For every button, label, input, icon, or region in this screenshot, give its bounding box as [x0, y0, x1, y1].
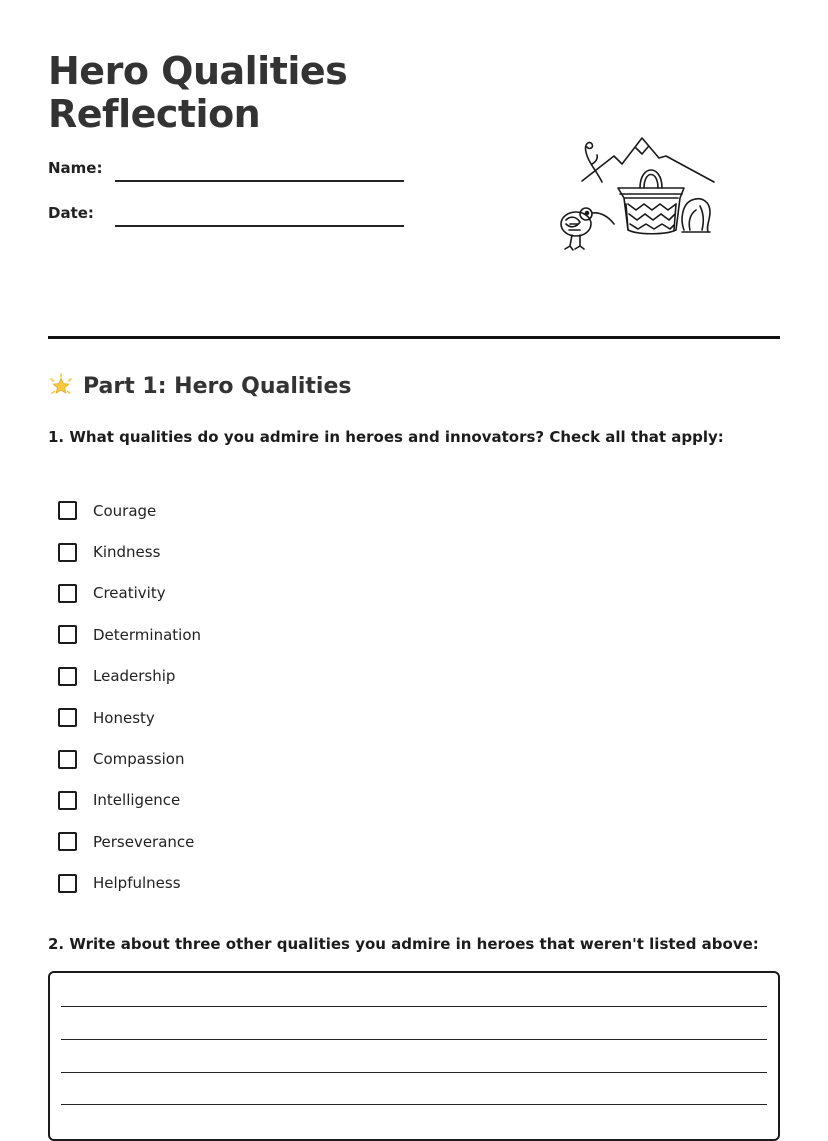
part1-heading-text: Part 1: Hero Qualities [83, 373, 352, 399]
answer-line [61, 1072, 767, 1073]
glowing-star-icon [48, 373, 74, 399]
quality-label: Helpfulness [93, 874, 181, 893]
quality-kindness[interactable] [58, 531, 201, 572]
checkbox[interactable] [58, 667, 77, 686]
quality-label: Creativity [93, 584, 166, 603]
quality-label: Kindness [93, 543, 161, 562]
answer-line [61, 1039, 767, 1040]
section-divider [48, 336, 780, 339]
quality-leadership[interactable] [58, 656, 201, 697]
checkbox[interactable] [58, 791, 77, 810]
quality-label: Perseverance [93, 832, 195, 851]
qualities-checklist [58, 490, 201, 904]
checkbox[interactable] [58, 874, 77, 893]
date-field[interactable] [115, 225, 404, 227]
answer-line [61, 1104, 767, 1105]
checkbox[interactable] [58, 543, 77, 562]
date-label: Date: [48, 204, 94, 222]
checkbox[interactable] [58, 625, 77, 644]
quality-determination[interactable] [58, 614, 201, 655]
name-label: Name: [48, 159, 103, 177]
part1-heading [48, 373, 352, 399]
quality-perseverance[interactable] [58, 821, 201, 862]
checkbox[interactable] [58, 832, 77, 851]
quality-label: Determination [93, 625, 202, 644]
kiwi-basket-mountain-illustration [556, 134, 718, 252]
quality-honesty[interactable] [58, 697, 201, 738]
quality-label: Honesty [93, 708, 155, 727]
quality-creativity[interactable] [58, 573, 201, 614]
quality-label: Leadership [93, 667, 176, 686]
page-title-line-2: Reflection [48, 92, 261, 136]
page-title [48, 50, 347, 136]
checkbox[interactable] [58, 501, 77, 520]
name-field[interactable] [115, 180, 404, 182]
quality-intelligence[interactable] [58, 780, 201, 821]
question-2: 2. Write about three other qualities you admire in heroes that weren't listed above: [48, 935, 759, 953]
quality-compassion[interactable] [58, 738, 201, 779]
checkbox[interactable] [58, 584, 77, 603]
answer-line [61, 1006, 767, 1007]
checkbox[interactable] [58, 750, 77, 769]
quality-helpfulness[interactable] [58, 863, 201, 904]
answer-box[interactable] [48, 971, 780, 1141]
question-1: 1. What qualities do you admire in heroes and innovators? Check all that apply: [48, 428, 724, 446]
quality-label: Courage [93, 501, 157, 520]
quality-label: Compassion [93, 750, 185, 769]
quality-courage[interactable] [58, 490, 201, 531]
page-title-line-1: Hero Qualities [48, 49, 348, 93]
checkbox[interactable] [58, 708, 77, 727]
quality-label: Intelligence [93, 791, 181, 810]
